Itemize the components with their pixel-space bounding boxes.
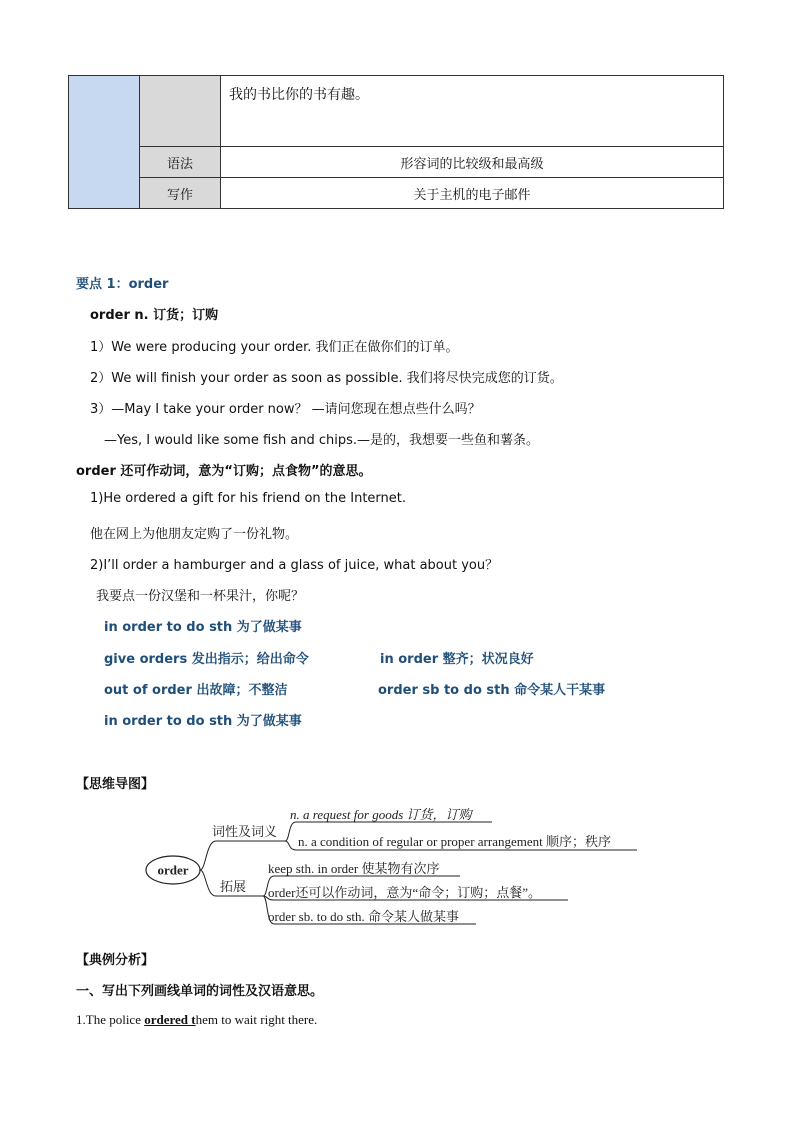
example-5-cn: 我要点一份汉堡和一杯果汁，你呢？ [96,589,305,604]
section-1-title: 一、写出下列画线单词的词性及汉语意思。 [76,984,324,999]
example-5: 2)I’ll order a hamburger and a glass of juice, what about you？ [90,558,499,573]
phrase-in-order-to-repeat: in order to do sth 为了做某事 [104,714,302,729]
blue-side-cell [69,76,140,209]
example-4-cn: 他在网上为他朋友定购了一份礼物。 [90,527,299,542]
question-1 [76,1012,317,1028]
question-1-suffix: hem to wait right there. [195,1012,318,1027]
phrase-in-order-to: in order to do sth 为了做某事 [104,620,302,635]
example-sentence-cell: 我的书比你的书有趣。 [221,76,724,147]
b2-item1: keep sth. in order 使某物有次序 [268,861,440,876]
branch2-label: 拓展 [220,879,247,894]
example-3: 3）—May I take your order now？ —请问您现在想点些什么吗？ [90,402,481,417]
b2-item3: order sb. to do sth. 命令某人做某事 [268,909,460,924]
branch1-label: 词性及词义 [212,824,278,839]
phrase-order-sb: order sb to do sth 命令某人干某事 [378,683,606,698]
example-4: 1)He ordered a gift for his friend on the Internet. [90,491,407,506]
example-1: 1）We were producing your order. 我们正在做你们的订单。 [90,340,459,355]
grammar-label: 语法 [140,147,221,178]
example-2: 2）We will finish your order as soon as possible. 我们将尽快完成您的订货。 [90,371,563,386]
writing-value: 关于主机的电子邮件 [221,178,724,209]
empty-label-cell [140,76,221,147]
phrase-in-order: in order 整齐；状况良好 [380,652,534,667]
phrase-give-orders: give orders 发出指示；给出命令 [104,652,309,667]
underlined-word: ordered t [144,1012,196,1027]
noun-definition: order n. 订货；订购 [90,308,219,323]
mindmap-center: order [157,862,189,878]
writing-label: 写作 [140,178,221,209]
examples-heading: 【典例分析】 [76,953,155,968]
example-3-answer: —Yes, I would like some fish and chips.—是的，我想要一些鱼和薯条。 [104,433,540,448]
b1-item1: n. a request for goods 订货，订购 [290,807,472,822]
question-1-prefix: 1.The police [76,1012,145,1027]
verb-note: order 还可作动词，意为“订购；点食物”的意思。 [76,464,372,479]
info-table [68,75,724,209]
mindmap-heading: 【思维导图】 [76,777,155,792]
phrase-out-of-order: out of order 出故障；不整洁 [104,683,288,698]
b2-item2: order还可以作动词，意为“命令；订购；点餐”。 [268,885,541,900]
b1-item2: n. a condition of regular or proper arrangement 顺序；秩序 [298,834,611,849]
grammar-value: 形容词的比较级和最高级 [221,147,724,178]
point-title: 要点 1：order [76,277,169,292]
mindmap-diagram [140,796,660,936]
